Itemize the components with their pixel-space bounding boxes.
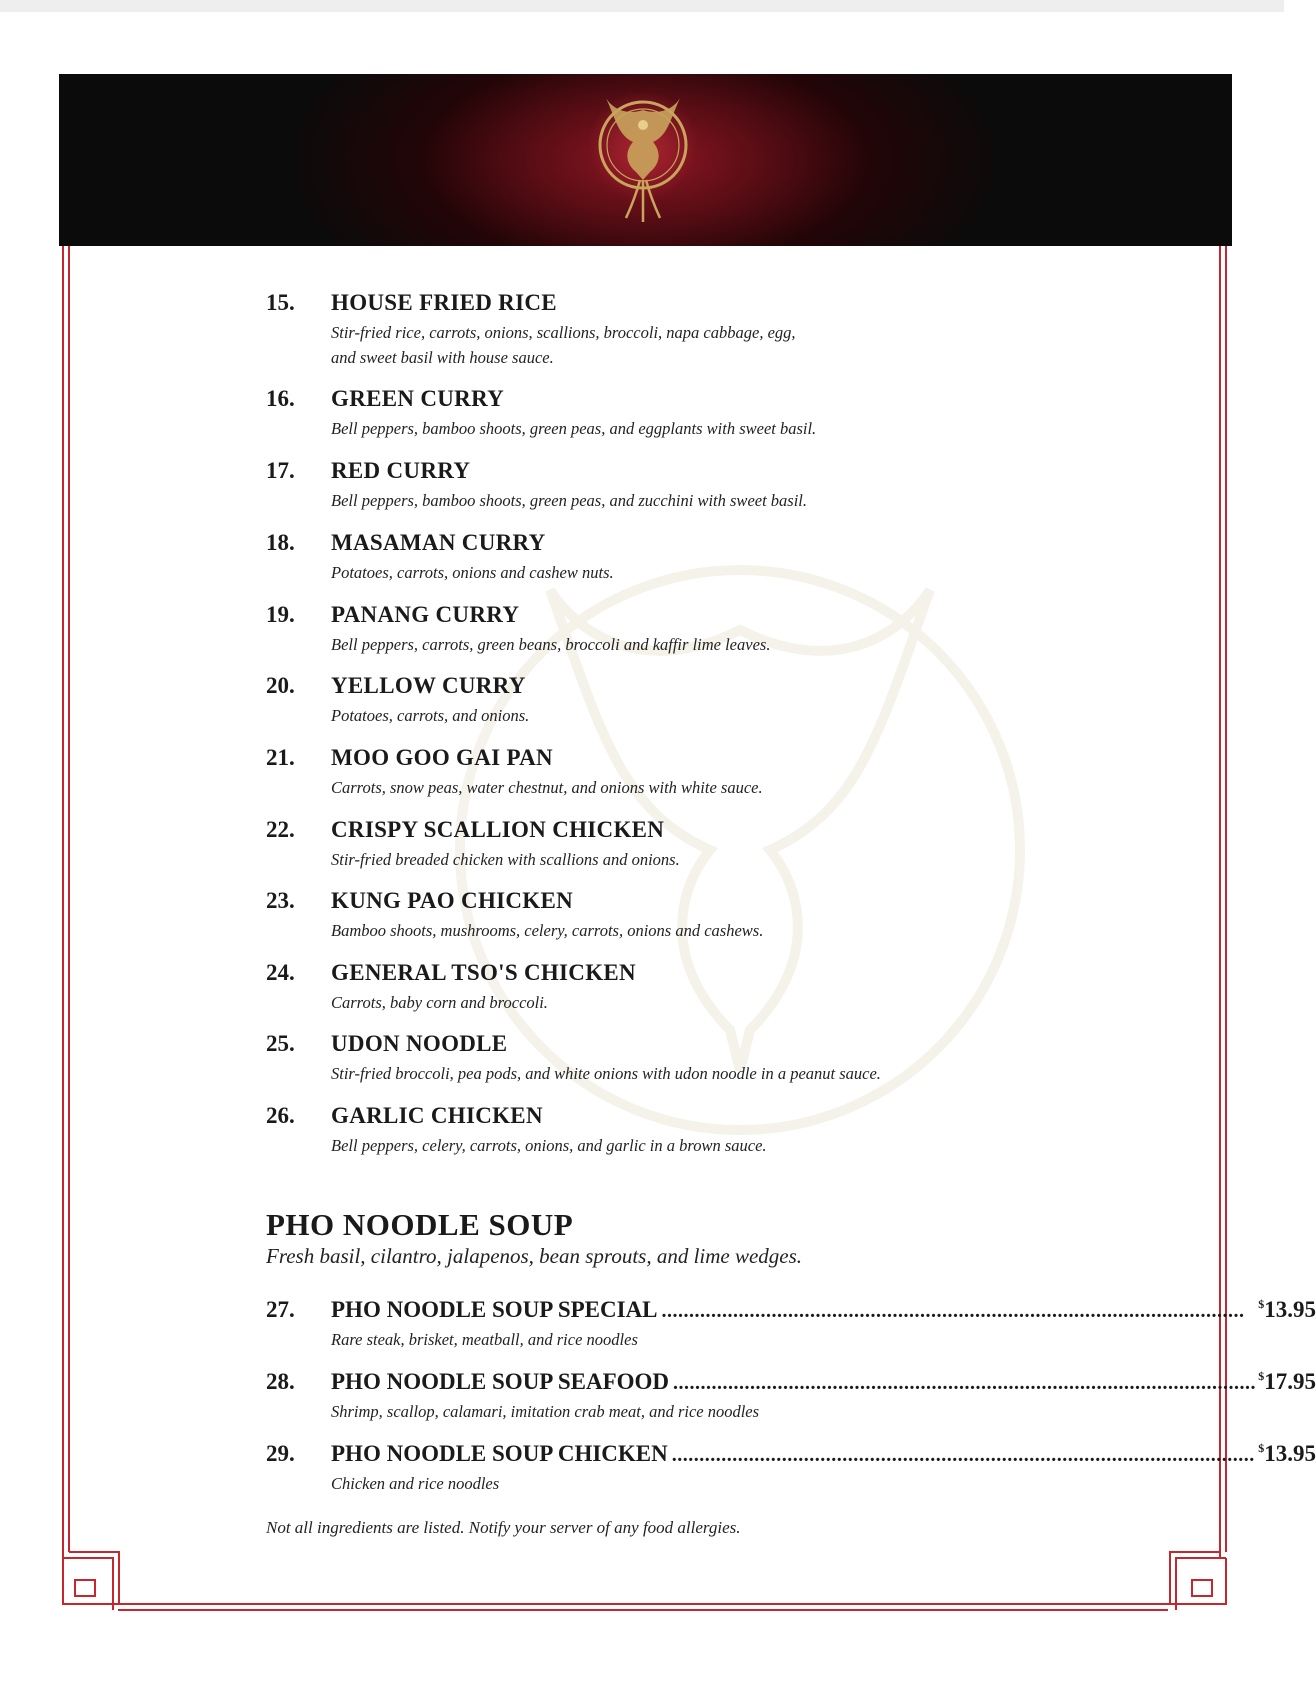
item-name: UDON NOODLE [331, 1031, 508, 1056]
item-number: 15. [266, 290, 295, 315]
item-name: RED CURRY [331, 458, 471, 483]
item-description [331, 320, 931, 370]
item-description: Bamboo shoots, mushrooms, celery, carrots, onions and cashews. [331, 921, 764, 940]
item-name: PHO NOODLE SOUP SPECIAL [331, 1297, 658, 1322]
price-value: 17.95 [1264, 1369, 1316, 1394]
item-description: Bell peppers, bamboo shoots, green peas, and zucchini with sweet basil. [331, 491, 808, 510]
item-name: MOO GOO GAI PAN [331, 745, 553, 770]
item-name: GARLIC CHICKEN [331, 1103, 543, 1128]
item-name: PHO NOODLE SOUP SEAFOOD [331, 1369, 670, 1394]
item-description: Potatoes, carrots, and onions. [331, 706, 530, 725]
item-price [1258, 1297, 1316, 1323]
item-number: 28. [266, 1369, 295, 1394]
dot-leader: .......................................................................................................... [673, 1372, 1257, 1394]
item-number: 27. [266, 1297, 295, 1322]
item-number: 21. [266, 745, 295, 770]
item-name: GREEN CURRY [331, 386, 505, 411]
item-name: KUNG PAO CHICKEN [331, 888, 574, 913]
item-number: 26. [266, 1103, 295, 1128]
top-strip [0, 0, 1284, 12]
item-description: Shrimp, scallop, calamari, imitation crab meat, and rice noodles [331, 1402, 760, 1421]
item-description: Chicken and rice noodles [331, 1474, 500, 1493]
item-number: 22. [266, 817, 295, 842]
item-description: Rare steak, brisket, meatball, and rice noodles [331, 1330, 638, 1349]
dot-leader: .......................................................................................................... [671, 1444, 1255, 1466]
item-number: 19. [266, 602, 295, 627]
item-name: PHO NOODLE SOUP CHICKEN [331, 1441, 668, 1466]
section-subtitle: Fresh basil, cilantro, jalapenos, bean sprouts, and lime wedges. [266, 1244, 803, 1268]
item-description: Potatoes, carrots, onions and cashew nuts. [331, 563, 614, 582]
item-description-line: Stir-fried rice, carrots, onions, scallions, broccoli, napa cabbage, egg, [331, 323, 796, 342]
item-name: GENERAL TSO'S CHICKEN [331, 960, 636, 985]
item-leader [331, 1369, 1316, 1395]
item-number: 18. [266, 530, 295, 555]
item-description-line: and sweet basil with house sauce. [331, 348, 554, 367]
item-name: PANANG CURRY [331, 602, 520, 627]
item-name: MASAMAN CURRY [331, 530, 546, 555]
item-name: CRISPY SCALLION CHICKEN [331, 817, 665, 842]
currency-symbol: $ [1258, 1297, 1265, 1311]
item-name: YELLOW CURRY [331, 673, 526, 698]
item-number: 24. [266, 960, 295, 985]
item-price [1258, 1441, 1316, 1467]
item-name: HOUSE FRIED RICE [331, 290, 557, 315]
item-number: 25. [266, 1031, 295, 1056]
dot-leader: .......................................................................................................... [661, 1300, 1245, 1322]
allergy-note: Not all ingredients are listed. Notify your server of any food allergies. [266, 1518, 741, 1537]
item-description: Carrots, baby corn and broccoli. [331, 993, 548, 1012]
item-description: Bell peppers, bamboo shoots, green peas, and eggplants with sweet basil. [331, 419, 817, 438]
currency-symbol: $ [1258, 1441, 1265, 1455]
item-price [1258, 1369, 1316, 1395]
item-description: Bell peppers, celery, carrots, onions, and garlic in a brown sauce. [331, 1136, 767, 1155]
item-number: 16. [266, 386, 295, 411]
item-leader [331, 1441, 1316, 1467]
price-value: 13.95 [1264, 1441, 1316, 1466]
item-description: Stir-fried broccoli, pea pods, and white onions with udon noodle in a peanut sauce. [331, 1064, 881, 1083]
item-leader [331, 1297, 1316, 1323]
section-title: PHO NOODLE SOUP [266, 1207, 574, 1242]
phoenix-emblem-icon [588, 80, 698, 240]
item-number: 17. [266, 458, 295, 483]
item-description: Carrots, snow peas, water chestnut, and onions with white sauce. [331, 778, 763, 797]
item-number: 20. [266, 673, 295, 698]
item-number: 23. [266, 888, 295, 913]
price-value: 13.95 [1264, 1297, 1316, 1322]
item-description: Bell peppers, carrots, green beans, broccoli and kaffir lime leaves. [331, 635, 771, 654]
item-number: 29. [266, 1441, 295, 1466]
item-description: Stir-fried breaded chicken with scallions and onions. [331, 850, 680, 869]
currency-symbol: $ [1258, 1369, 1265, 1383]
